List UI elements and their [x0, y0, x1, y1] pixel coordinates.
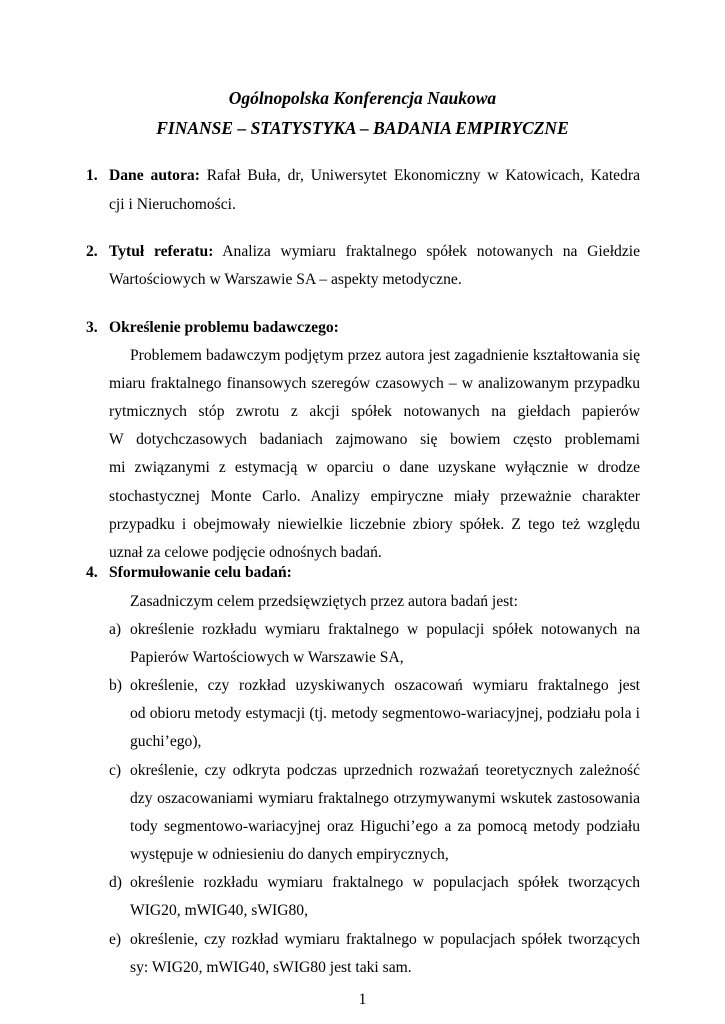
list-marker: c) — [109, 762, 122, 779]
goals-intro: Zasadniczym celem przedsięwziętych przez autora badań jest: — [130, 593, 518, 610]
section-line: Wartościowych w Warszawie SA – aspekty metodyczne. — [109, 271, 462, 288]
section-number: 1. — [86, 167, 98, 184]
section-number: 3. — [86, 319, 98, 336]
list-item-line: guchi’ego), — [130, 733, 202, 750]
list-item-line: występuje w odniesieniu do danych empirycznych, — [130, 846, 449, 863]
paragraph-line: mi związanymi z estymacją w oparciu o dane uzyskane wyłącznie w drodze — [109, 459, 640, 476]
list-marker: d) — [109, 874, 122, 891]
list-item-line: określenie rozkładu wymiaru fraktalnego w populacjach spółek tworzących — [130, 874, 640, 891]
conference-subtitle: FINANSE – STATYSTYKA – BADANIA EMPIRYCZNE — [156, 118, 569, 138]
list-marker: e) — [109, 931, 122, 948]
list-item-line: dzy oszacowaniami wymiaru fraktalnego otrzymywanymi wskutek zastosowania — [130, 790, 640, 807]
section-line — [109, 242, 640, 262]
section-number: 2. — [86, 243, 98, 260]
paragraph-line: stochastycznej Monte Carlo. Analizy empiryczne miały przeważnie charakter — [109, 488, 640, 505]
list-item-line: WIG20, mWIG40, sWIG80, — [130, 902, 308, 919]
line-text: Rafał Buła, dr, Uniwersytet Ekonomiczny w Katowicach, Katedra — [206, 167, 640, 184]
list-item-line: określenie, czy odkryta podczas uprzednich rozważań teoretycznych zależność — [130, 762, 640, 779]
page-number: 1 — [358, 991, 367, 1008]
paragraph-line: Problemem badawczym podjętym przez autora jest zagadnienie kształtowania się — [130, 347, 640, 364]
line-text: Analiza wymiaru fraktalnego spółek notowanych na Giełdzie — [222, 243, 640, 260]
paragraph-line: uznał za celowe podjęcie odnośnych badań. — [109, 544, 382, 561]
section-line: cji i Nieruchomości. — [109, 196, 236, 213]
section-label: Tytuł referatu: — [109, 243, 214, 260]
list-marker: b) — [109, 677, 122, 694]
section-number: 4. — [86, 564, 98, 581]
list-item-line: określenie, czy rozkład uzyskiwanych oszacowań wymiaru fraktalnego jest — [130, 677, 640, 694]
section-label: Dane autora: — [109, 167, 200, 184]
list-item-line: określenie, czy rozkład wymiaru fraktalnego w populacjach spółek tworzących — [130, 931, 640, 948]
list-marker: a) — [109, 621, 122, 638]
list-item-line: Papierów Wartościowych w Warszawie SA, — [130, 649, 404, 666]
list-item-line: sy: WIG20, mWIG40, sWIG80 jest taki sam. — [130, 959, 412, 976]
list-item-line: tody segmentowo-wariacyjnej oraz Higuchi’ego a za pomocą metody podziału — [130, 818, 640, 835]
list-item-line: od obioru metody estymacji (tj. metody segmentowo-wariacyjnej, podziału pola i — [130, 705, 640, 722]
section-label: Określenie problemu badawczego: — [109, 319, 339, 336]
paragraph-line: przypadku i obejmowały niewielkie liczebnie zbiory spółek. Z tego też względu — [109, 516, 640, 533]
paragraph-line: W dotychczasowych badaniach zajmowano się bowiem często problemami — [109, 431, 640, 448]
paragraph-line: rytmicznych stóp zwrotu z akcji spółek notowanych na giełdach papierów — [109, 403, 640, 420]
conference-title: Ogólnopolska Konferencja Naukowa — [228, 88, 497, 108]
section-label: Sformułowanie celu badań: — [109, 564, 292, 581]
list-item-line: określenie rozkładu wymiaru fraktalnego w populacji spółek notowanych na — [130, 621, 640, 638]
section-line — [109, 166, 640, 186]
paragraph-line: miaru fraktalnego finansowych szeregów czasowych – w analizowanym przypadku — [109, 375, 640, 392]
